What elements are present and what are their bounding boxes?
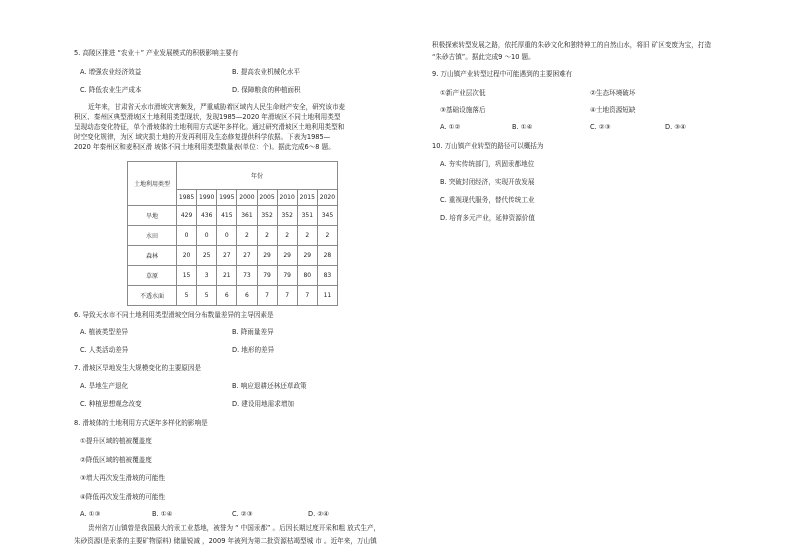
q5-option-a: A. 增强农业经济效益 <box>80 68 142 76</box>
table-cell: 351 <box>297 206 317 226</box>
row-label: 森林 <box>128 246 177 266</box>
table-cell: 2 <box>277 226 297 246</box>
row-label: 旱地 <box>128 206 177 226</box>
q6-option-c: C. 人类活动差异 <box>80 346 129 354</box>
table-cell: 2 <box>237 226 257 246</box>
table-cell: 7 <box>257 286 277 306</box>
table-cell: 6 <box>237 286 257 306</box>
table-cell: 83 <box>317 266 337 286</box>
table-row <box>128 266 338 286</box>
table-cell: 361 <box>237 206 257 226</box>
q9-option-c: C. ②③ <box>590 123 611 131</box>
year-header: 1985 <box>177 190 197 206</box>
table-cell: 415 <box>217 206 237 226</box>
year-header: 2020 <box>317 190 337 206</box>
table-row <box>128 286 338 306</box>
q9-item-4: ④土地资源短缺 <box>590 106 636 114</box>
year-header: 1990 <box>197 190 217 206</box>
table-cell: 27 <box>217 246 237 266</box>
table-cell: 80 <box>297 266 317 286</box>
q9-option-a: A. ①② <box>440 123 461 131</box>
q9-stem: 9. 万山镇产业转型过程中可能遇到的主要困难有 <box>432 70 573 78</box>
table-cell: 20 <box>177 246 197 266</box>
table-cell: 352 <box>277 206 297 226</box>
q9-item-1: ①新产业层次低 <box>440 89 486 97</box>
table-cell: 436 <box>197 206 217 226</box>
table-cell: 5 <box>197 286 217 306</box>
table-cell: 15 <box>177 266 197 286</box>
table-cell: 25 <box>197 246 217 266</box>
q7-stem: 7. 滑坡区旱地发生大规模变化的主要原因是 <box>74 364 202 372</box>
q5-option-c: C. 降低农业生产成本 <box>80 86 142 94</box>
q9-option-d: D. ③④ <box>665 123 687 131</box>
table-cell: 79 <box>277 266 297 286</box>
year-header: 2010 <box>277 190 297 206</box>
q8-option-b: B. ①④ <box>152 510 173 518</box>
passage-landslide: 近年来，甘肃省天水市滑坡灾害频发，严重威胁着区域内人民生命财产安全，研究该市麦积区、秦州区典型滑坡区土地利用类型现状，发现1985—2020 年滑坡区不同土地利用类型呈现动态变化特征，单个滑坡体的土地利用方式逐年多样化。通过研究滑坡区土地利用类型和时空变化规律，为区 域灾损土地的开发再利用及生态修复提供科学依据。下表为1985—2020 年秦州区和麦积区滑 坡体不同土地利用类型数量表(单位：个)。据此完成6～8 题。 <box>74 103 346 151</box>
table-row <box>128 206 338 226</box>
table-cell: 429 <box>177 206 197 226</box>
table-cell: 2 <box>297 226 317 246</box>
table-cell: 6 <box>217 286 237 306</box>
table-cell: 352 <box>257 206 277 226</box>
table-cell: 29 <box>257 246 277 266</box>
table-cell: 0 <box>197 226 217 246</box>
year-header: 2005 <box>257 190 277 206</box>
q6-stem: 6. 导致天水市不同土地利用类型滑坡空间分布数量差异的主导因素是 <box>74 311 274 319</box>
table-cell: 29 <box>297 246 317 266</box>
q9-item-3: ③基础设施落后 <box>440 106 486 114</box>
table-cell: 2 <box>257 226 277 246</box>
row-label: 不透水面 <box>128 286 177 306</box>
q5-stem: 5. 高陵区推进 “农业＋” 产业发展模式的积极影响主要有 <box>74 49 239 57</box>
q5-option-b: B. 提高农业机械化水平 <box>232 68 301 76</box>
table-cell: 28 <box>317 246 337 266</box>
land-use-table <box>127 161 338 306</box>
table-cell: 0 <box>217 226 237 246</box>
passage-wanshan-cont-line2: “朱砂古镇”。据此完成9 ～10 题。 <box>432 53 535 61</box>
table-cell: 345 <box>317 206 337 226</box>
q6-option-b: B. 降雨量差异 <box>232 328 274 336</box>
q5-option-d: D. 保障粮食的种植面积 <box>232 86 301 94</box>
q7-option-a: A. 旱地生产退化 <box>80 382 129 390</box>
table-header-year-group: 年份 <box>177 162 338 190</box>
table-row <box>128 246 338 266</box>
table-header-land-type: 土地利用类型 <box>128 162 177 206</box>
q10-option-c: C. 重视现代服务，替代传统工业 <box>440 196 535 204</box>
q8-option-c: C. ②③ <box>232 510 253 518</box>
q6-option-a: A. 植被类型差异 <box>80 328 129 336</box>
q8-item-1: ①提升区域的植被覆盖度 <box>80 437 152 445</box>
year-header: 1995 <box>217 190 237 206</box>
q7-option-d: D. 建设用地需求增加 <box>232 400 295 408</box>
q9-option-b: B. ①④ <box>512 123 533 131</box>
table-cell: 5 <box>177 286 197 306</box>
table-cell: 0 <box>177 226 197 246</box>
q10-option-b: B. 突破封闭经济，实现开放发展 <box>440 178 535 186</box>
q8-option-a: A. ①③ <box>80 510 101 518</box>
table-cell: 11 <box>317 286 337 306</box>
q10-stem: 10. 万山镇产业转型的路径可以概括为 <box>432 142 544 150</box>
year-header: 2000 <box>237 190 257 206</box>
q7-option-b: B. 响应退耕还林还草政策 <box>232 382 307 390</box>
table-cell: 21 <box>217 266 237 286</box>
q8-item-3: ③增大再次发生滑坡的可能性 <box>80 474 166 482</box>
q10-option-d: D. 培育多元产业，延伸资源价值 <box>440 214 535 222</box>
passage-wanshan-cont-line1: 积极探索转型发展之路，依托厚重的朱砂文化和独特神工的自然山水，将旧 矿区变废为宝，打造 <box>432 41 712 49</box>
table-cell: 27 <box>237 246 257 266</box>
q8-stem: 8. 滑坡体的土地利用方式逐年多样化的影响是 <box>74 419 208 427</box>
q7-option-c: C. 种植思想观念改变 <box>80 400 142 408</box>
table-row <box>128 226 338 246</box>
table-cell: 7 <box>297 286 317 306</box>
q8-item-4: ④降低再次发生滑坡的可能性 <box>80 493 166 501</box>
q8-option-d: D. ②④ <box>308 510 330 518</box>
q8-item-2: ②降低区域的植被覆盖度 <box>80 456 152 464</box>
q6-option-d: D. 地形的差异 <box>232 346 275 354</box>
table-cell: 2 <box>317 226 337 246</box>
passage-wanshan-line2: 朱砂资源(是汞茶的主要矿物原料) 储量锐减 ，2009 年被列为第二批资源枯竭型城 市 。近年来，万山镇 <box>74 537 377 545</box>
year-header: 2015 <box>297 190 317 206</box>
q10-option-a: A. 夯实传统部门，巩固汞都地位 <box>440 160 535 168</box>
table-cell: 73 <box>237 266 257 286</box>
passage-wanshan-line1: 贵州省万山镇曾是我国最大的汞工业基地，被誉为 “ 中国汞都” 。后因长期过度开采和粗 放式生产， <box>88 524 381 532</box>
table-cell: 79 <box>257 266 277 286</box>
table-cell: 29 <box>277 246 297 266</box>
row-label: 草原 <box>128 266 177 286</box>
q9-item-2: ②生态环境破坏 <box>590 89 636 97</box>
table-cell: 7 <box>277 286 297 306</box>
table-cell: 3 <box>197 266 217 286</box>
row-label: 水田 <box>128 226 177 246</box>
